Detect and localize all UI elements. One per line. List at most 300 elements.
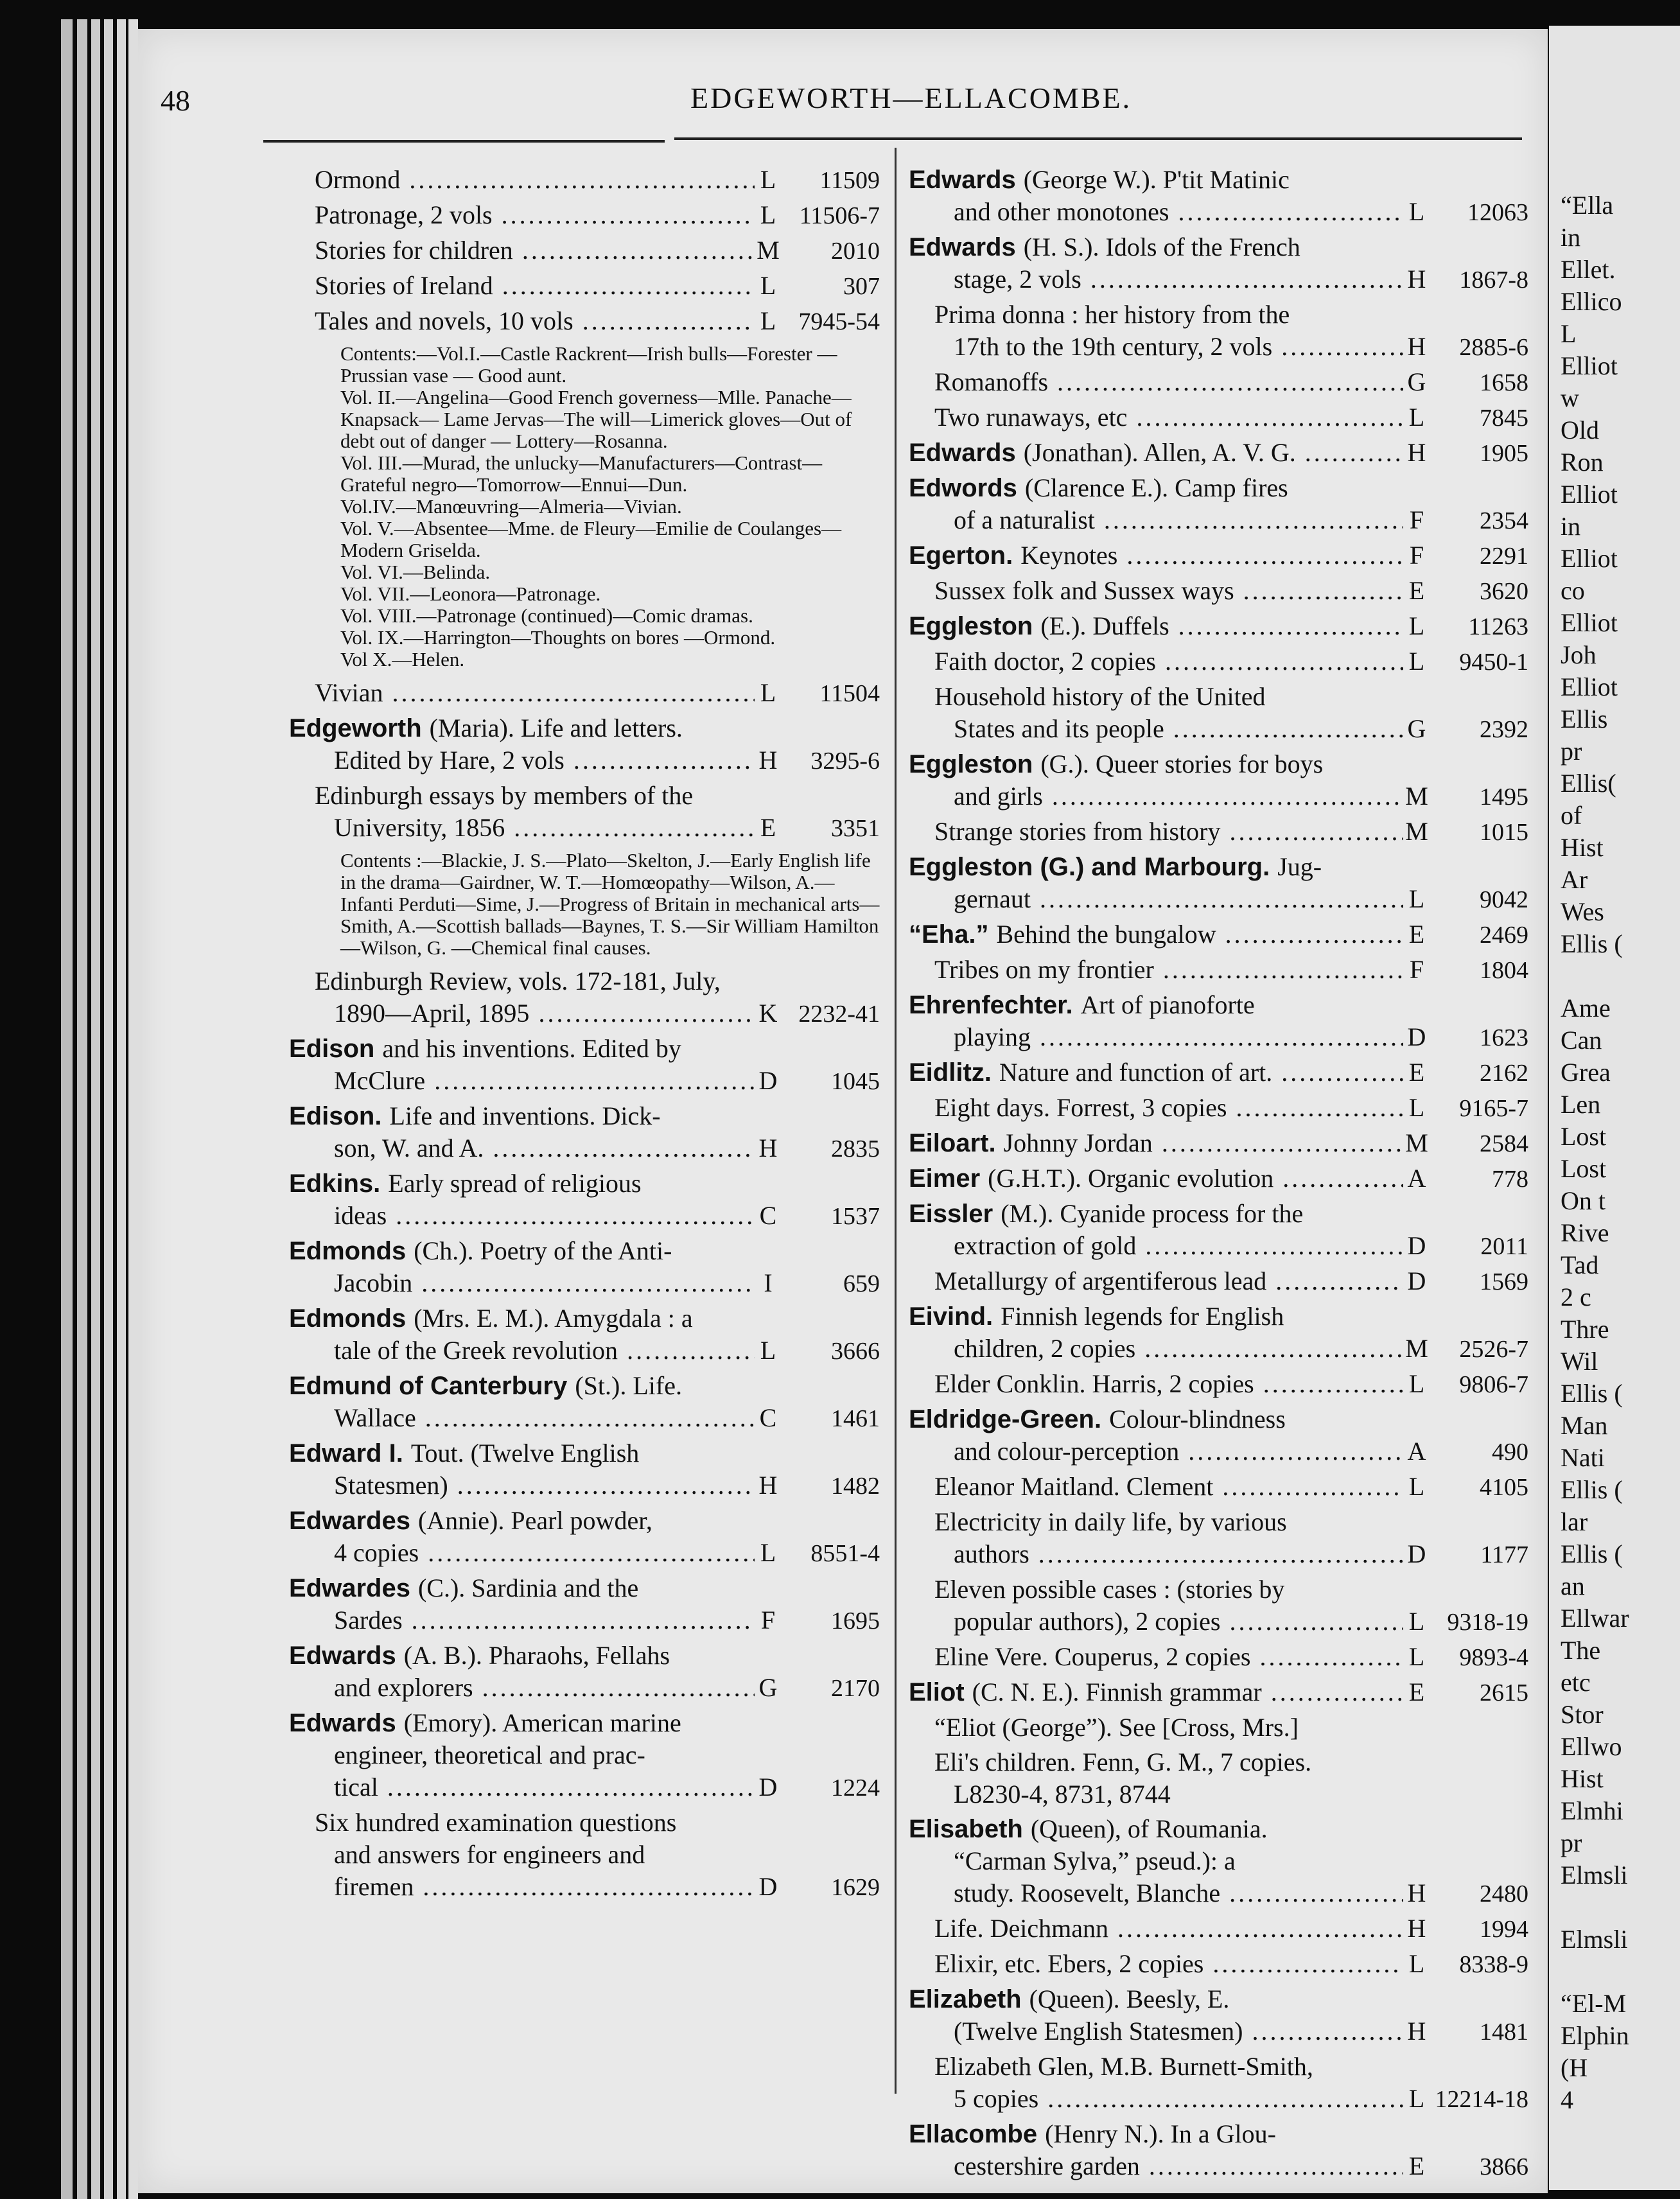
entry-title: Electricity in daily life, by various xyxy=(934,1507,1287,1536)
entry-title: engineer, theoretical and prac- xyxy=(334,1740,645,1769)
entry-number: 1015 xyxy=(1480,819,1528,846)
entry-title: Metallurgy of argentiferous lead ..... xyxy=(934,1265,1403,1297)
entry-class: H xyxy=(1407,1914,1426,1943)
catalog-entry xyxy=(289,164,880,197)
entry-line xyxy=(909,504,1528,537)
entry-class: K xyxy=(758,999,778,1028)
catalog-entry xyxy=(289,1370,880,1435)
catalog-entry xyxy=(909,1506,1528,1571)
entry-class: L xyxy=(1408,611,1425,640)
entry-number: 1537 xyxy=(831,1203,880,1230)
entry-title: authors ..... xyxy=(954,1538,1403,1570)
entry-line xyxy=(289,1672,880,1704)
entry-title: Life. Deichmann ..... xyxy=(934,1913,1403,1945)
entry-number: 2392 xyxy=(1480,716,1528,743)
entry-title: Edinburgh Review, vols. 172-181, July, xyxy=(315,967,721,995)
entry-class: E xyxy=(1408,2151,1425,2180)
entry-title: Eli's children. Fenn, G. M., 7 copies. xyxy=(934,1748,1312,1776)
catalog-entry xyxy=(909,1368,1528,1401)
entry-number: 9806-7 xyxy=(1459,1371,1528,1398)
entry-heading: Elisabeth xyxy=(909,1815,1023,1843)
entry-line xyxy=(289,164,880,197)
entry-line xyxy=(289,1267,880,1300)
contents-paragraph: Vol. VIII.—Patronage (continued)—Comic dramas. xyxy=(340,604,753,627)
entry-line xyxy=(909,1162,1528,1195)
entry-class: L xyxy=(1408,2084,1425,2113)
entry-class: L xyxy=(1408,1642,1425,1671)
catalog-entry xyxy=(289,305,880,338)
entry-title: Statesmen) ..... xyxy=(334,1469,755,1502)
catalog-entry xyxy=(909,851,1528,916)
entry-heading: Eggleston xyxy=(909,750,1033,778)
entry-title: University, 1856 ..... xyxy=(334,812,755,844)
entry-class: D xyxy=(758,1066,778,1095)
catalog-entry xyxy=(289,677,880,710)
entry-line xyxy=(909,231,1528,263)
entry-title: Eleven possible cases : (stories by xyxy=(934,1575,1285,1604)
entry-number: 1224 xyxy=(831,1774,880,1801)
entry-class: H xyxy=(758,1471,778,1500)
entry-class: L xyxy=(1408,197,1425,226)
catalog-entry xyxy=(289,234,880,267)
catalog-entry xyxy=(909,1198,1528,1263)
entry-class: D xyxy=(1407,1231,1426,1260)
entry-title: McClure ..... xyxy=(334,1065,755,1097)
entry-title: Sussex folk and Sussex ways ..... xyxy=(934,575,1403,607)
catalog-entry xyxy=(289,1100,880,1165)
entry-class: D xyxy=(758,1872,778,1901)
adjacent-page-fragments xyxy=(1561,189,1629,2116)
contents-note xyxy=(289,850,880,959)
entry-title: Jug- xyxy=(1277,852,1322,881)
catalog-entry xyxy=(909,2051,1528,2116)
entry-class: E xyxy=(1408,920,1425,949)
entry-heading: Edwards xyxy=(909,233,1016,261)
entry-title: Tales and novels, 10 vols ..... xyxy=(315,305,755,337)
entry-heading: Edward I. xyxy=(289,1439,403,1467)
entry-heading: Edison xyxy=(289,1035,375,1063)
entry-title: (Henry N.). In a Glou- xyxy=(1045,2119,1276,2148)
entry-number: 4105 xyxy=(1480,1474,1528,1501)
header-rule-right xyxy=(674,137,1522,140)
entry-title: (A. B.). Pharaohs, Fellahs xyxy=(403,1641,670,1670)
adjacent-page-fragment: Elliot xyxy=(1561,672,1618,701)
entry-title: (Queen), of Roumania. xyxy=(1030,1814,1268,1843)
page-number: 48 xyxy=(161,84,190,117)
entry-line xyxy=(909,780,1528,813)
adjacent-page-fragment: Nati xyxy=(1561,1443,1605,1472)
entry-title: study. Roosevelt, Blanche ..... xyxy=(954,1877,1403,1909)
entry-line xyxy=(289,677,880,710)
entry-number: 11509 xyxy=(819,167,880,194)
adjacent-page-fragment: Ellis ( xyxy=(1561,1475,1623,1504)
contents-paragraph: Vol. VI.—Belinda. xyxy=(340,561,491,583)
entry-title: (St.). Life. xyxy=(575,1371,682,1400)
adjacent-page-fragment: Rive xyxy=(1561,1218,1609,1247)
entry-heading: Edwards xyxy=(909,166,1016,194)
entry-title: Elixir, etc. Ebers, 2 copies ..... xyxy=(934,1948,1403,1980)
catalog-entry xyxy=(909,681,1528,746)
entry-heading: Eldridge-Green. xyxy=(909,1405,1102,1433)
catalog-entry xyxy=(909,437,1528,469)
entry-number: 2170 xyxy=(831,1675,880,1702)
adjacent-page-fragment: Tad xyxy=(1561,1250,1599,1279)
entry-class: E xyxy=(760,813,776,842)
entry-number: 1905 xyxy=(1480,440,1528,467)
adjacent-page-fragment: w xyxy=(1561,383,1579,412)
entry-title: and explorers ..... xyxy=(334,1672,755,1704)
contents-paragraph: Vol. IX.—Harrington—Thoughts on bores —Ormond. xyxy=(340,626,776,649)
adjacent-page-fragment: Ellis ( xyxy=(1561,929,1623,958)
entry-class: G xyxy=(758,1673,778,1702)
adjacent-page-fragment: pr xyxy=(1561,1828,1582,1857)
entry-class: H xyxy=(1407,265,1426,293)
adjacent-page-fragment: pr xyxy=(1561,737,1582,766)
adjacent-page-fragment: Hist xyxy=(1561,833,1604,862)
catalog-entry xyxy=(289,712,880,777)
adjacent-page-fragment: Lost xyxy=(1561,1122,1607,1151)
entry-title: “Eliot (George”). See [Cross, Mrs.] xyxy=(934,1713,1299,1742)
entry-class: I xyxy=(764,1268,773,1297)
entry-title: (E.). Duffels ..... xyxy=(1040,610,1403,642)
catalog-entry xyxy=(909,748,1528,813)
entry-line xyxy=(289,1402,880,1435)
entry-title: Six hundred examination questions xyxy=(315,1808,677,1837)
entry-class: G xyxy=(1407,714,1426,743)
entry-title: Wallace ..... xyxy=(334,1402,755,1434)
entry-heading: Eimer xyxy=(909,1164,981,1193)
adjacent-page-fragment: Old xyxy=(1561,416,1599,444)
catalog-entry xyxy=(909,1265,1528,1298)
adjacent-page-fragment: Ellis ( xyxy=(1561,1539,1623,1568)
entry-line xyxy=(909,2118,1528,2150)
entry-heading: Eiloart. xyxy=(909,1129,996,1157)
entry-line xyxy=(909,2051,1528,2083)
entry-title: Elder Conklin. Harris, 2 copies ..... xyxy=(934,1368,1403,1400)
entry-number: 1177 xyxy=(1480,1541,1528,1568)
entry-class: H xyxy=(758,1134,778,1162)
catalog-entry xyxy=(909,610,1528,643)
entry-number: 1623 xyxy=(1480,1024,1528,1051)
entry-title: (H. S.). Idols of the French xyxy=(1023,232,1300,261)
entry-title: Vivian ..... xyxy=(315,677,755,709)
entry-heading: Eggleston (G.) and Marbourg. xyxy=(909,853,1270,881)
entry-heading: Eggleston xyxy=(909,612,1033,640)
entry-line xyxy=(909,1746,1528,1778)
catalog-entry xyxy=(289,965,880,1030)
catalog-entry xyxy=(289,1235,880,1300)
entry-line xyxy=(289,1302,880,1335)
contents-paragraph: Contents:—Vol.I.—Castle Rackrent—Irish bulls—Forester — Prussian vase — Good aunt. xyxy=(340,342,837,387)
entry-number: 2011 xyxy=(1480,1233,1528,1260)
entry-number: 1045 xyxy=(831,1068,880,1095)
entry-title: 17th to the 19th century, 2 vols ..... xyxy=(954,331,1403,363)
catalog-entry xyxy=(289,1807,880,1904)
entries-column-right xyxy=(909,164,1528,2186)
entry-class: H xyxy=(1407,2017,1426,2046)
entry-line xyxy=(289,1132,880,1165)
catalog-entry xyxy=(289,199,880,232)
entry-title: Prima donna : her history from the xyxy=(934,300,1290,329)
catalog-entry xyxy=(909,1712,1528,1744)
entry-title: Tout. (Twelve English xyxy=(410,1439,640,1467)
entry-heading: Eissler xyxy=(909,1200,993,1228)
adjacent-page-fragment: Elliot xyxy=(1561,480,1618,509)
entry-line xyxy=(289,1370,880,1402)
entry-line xyxy=(289,1469,880,1502)
catalog-entry xyxy=(909,1813,1528,1910)
entry-number: 2469 xyxy=(1480,922,1528,949)
adjacent-page-fragment: in xyxy=(1561,512,1581,541)
entries-column-left xyxy=(289,164,880,1906)
entry-title: Edited by Hare, 2 vols ..... xyxy=(334,744,755,776)
entry-title: (Maria). Life and letters. xyxy=(429,714,683,742)
adjacent-page-edge xyxy=(1549,26,1680,2190)
adjacent-page-fragment: Ellis( xyxy=(1561,769,1616,798)
adjacent-page-fragment: Elmsli xyxy=(1561,1861,1628,1889)
entry-line xyxy=(289,199,880,232)
catalog-entry xyxy=(909,401,1528,434)
catalog-entry xyxy=(909,1403,1528,1468)
catalog-entry xyxy=(909,1746,1528,1810)
entry-title: Household history of the United xyxy=(934,682,1266,711)
entry-heading: Edmonds xyxy=(289,1304,407,1333)
entry-title: Life and inventions. Dick- xyxy=(389,1101,661,1130)
entry-title: (Jonathan). Allen, A. V. G. ..... xyxy=(1024,437,1403,469)
entry-number: 2480 xyxy=(1480,1880,1528,1907)
catalog-entry xyxy=(909,954,1528,986)
entry-number: 2584 xyxy=(1480,1130,1528,1157)
entry-number: 2885-6 xyxy=(1459,334,1528,361)
entry-number: 9893-4 xyxy=(1459,1644,1528,1671)
catalog-entry xyxy=(909,918,1528,951)
adjacent-page-fragment: Elmhi xyxy=(1561,1796,1623,1825)
entry-line xyxy=(289,1200,880,1232)
entry-title: 1890—April, 1895 ..... xyxy=(334,997,755,1029)
adjacent-page-fragment: Ellwo xyxy=(1561,1732,1622,1761)
adjacent-page-fragment: Elliot xyxy=(1561,608,1618,637)
entry-title: Early spread of religious xyxy=(388,1169,642,1198)
adjacent-page-fragment: co xyxy=(1561,576,1585,605)
entry-line xyxy=(909,883,1528,916)
entry-number: 7845 xyxy=(1480,405,1528,432)
entry-class: L xyxy=(760,306,776,335)
entry-line xyxy=(909,575,1528,608)
entry-class: G xyxy=(1407,367,1426,396)
entry-title: son, W. and A. ..... xyxy=(334,1132,755,1164)
entry-line xyxy=(909,713,1528,746)
entry-line xyxy=(909,1573,1528,1606)
page-edge-stack xyxy=(117,19,126,2199)
entry-class: L xyxy=(1408,884,1425,913)
entry-class: E xyxy=(1408,1058,1425,1087)
entry-line xyxy=(909,816,1528,848)
entry-title: Ormond ..... xyxy=(315,164,755,196)
entry-title: and colour-perception ..... xyxy=(954,1435,1403,1467)
adjacent-page-fragment: Hist xyxy=(1561,1764,1604,1793)
adjacent-page-fragment: Ellwar xyxy=(1561,1604,1629,1633)
catalog-entry xyxy=(289,1505,880,1570)
entry-class: L xyxy=(1408,1093,1425,1122)
entry-line xyxy=(909,1813,1528,1845)
adjacent-page-fragment: Elmsli xyxy=(1561,1925,1628,1954)
entry-number: 2615 xyxy=(1480,1679,1528,1706)
entry-line xyxy=(909,1506,1528,1538)
entry-title: playing ..... xyxy=(954,1021,1403,1053)
entry-line xyxy=(289,1168,880,1200)
entry-title: Eleanor Maitland. Clement ..... xyxy=(934,1471,1403,1503)
entry-title: (M.). Cyanide process for the xyxy=(1001,1199,1304,1228)
entry-number: 9450-1 xyxy=(1459,649,1528,676)
catalog-entry xyxy=(289,1302,880,1367)
catalog-entry xyxy=(909,2118,1528,2183)
adjacent-page-fragment: Ellis xyxy=(1561,705,1608,733)
entry-class: F xyxy=(760,1606,776,1634)
entry-class: M xyxy=(1405,782,1428,810)
entry-line xyxy=(909,1948,1528,1981)
catalog-entry xyxy=(909,231,1528,296)
adjacent-page-fragment xyxy=(1561,1891,1629,1923)
contents-note xyxy=(289,343,880,670)
entry-class: L xyxy=(1408,1369,1425,1398)
entry-class: L xyxy=(1408,403,1425,432)
entry-line xyxy=(909,1471,1528,1503)
entry-number: 11263 xyxy=(1468,613,1528,640)
entry-title: of a naturalist ..... xyxy=(954,504,1403,536)
entry-number: 1461 xyxy=(831,1405,880,1432)
entry-line xyxy=(289,1839,880,1871)
entry-title: (G.H.T.). Organic evolution ..... xyxy=(988,1162,1403,1195)
adjacent-page-fragment: 2 c xyxy=(1561,1283,1591,1311)
entry-line xyxy=(289,1572,880,1604)
adjacent-page-fragment: “El-M xyxy=(1561,1989,1627,2018)
entry-line xyxy=(909,954,1528,986)
entry-title: firemen ..... xyxy=(334,1871,755,1903)
entry-line xyxy=(909,164,1528,196)
entry-title: (Emory). American marine xyxy=(403,1708,681,1737)
entry-line xyxy=(909,1265,1528,1298)
entry-heading: Edwords xyxy=(909,474,1017,502)
catalog-entry xyxy=(289,270,880,302)
entry-class: L xyxy=(760,271,776,300)
adjacent-page-fragment: Thre xyxy=(1561,1315,1609,1344)
entry-title: and his inventions. Edited by xyxy=(382,1034,681,1063)
catalog-entry xyxy=(909,645,1528,678)
entry-class: L xyxy=(1408,1472,1425,1501)
entry-line xyxy=(909,401,1528,434)
entry-title: Colour-blindness xyxy=(1109,1405,1286,1433)
entry-title: States and its people ..... xyxy=(954,713,1403,745)
entry-line xyxy=(289,997,880,1030)
adjacent-page-fragment: Wes xyxy=(1561,897,1604,926)
entry-title: extraction of gold ..... xyxy=(954,1230,1403,1262)
entry-line xyxy=(909,645,1528,678)
entry-title: and other monotones ..... xyxy=(954,196,1403,228)
entry-class: D xyxy=(1407,1022,1426,1051)
entry-class: M xyxy=(1405,1334,1428,1363)
entry-title: (Annie). Pearl powder, xyxy=(417,1506,652,1535)
entry-line xyxy=(289,1235,880,1267)
entry-line xyxy=(909,681,1528,713)
contents-paragraph: Vol. V.—Absentee—Mme. de Fleury—Emilie de Coulanges—Modern Griselda. xyxy=(340,517,842,561)
entry-number: 1658 xyxy=(1480,369,1528,396)
catalog-entry xyxy=(909,366,1528,399)
page-edge-stack xyxy=(104,19,113,2199)
entry-heading: Edgeworth xyxy=(289,714,422,742)
contents-paragraph: Vol.IV.—Manœuvring—Almeria—Vivian. xyxy=(340,495,682,518)
entry-heading: Edkins. xyxy=(289,1170,381,1198)
entry-class: H xyxy=(1407,1879,1426,1907)
entry-title: Eline Vere. Couperus, 2 copies ..... xyxy=(934,1641,1403,1673)
entry-number: 12214-18 xyxy=(1435,2086,1528,2113)
entry-class: E xyxy=(1408,576,1425,605)
entry-class: C xyxy=(759,1201,777,1230)
entry-line xyxy=(909,1913,1528,1945)
entry-title: 4 copies ..... xyxy=(334,1537,755,1569)
adjacent-page-fragment: Can xyxy=(1561,1026,1602,1055)
catalog-entry xyxy=(289,1168,880,1232)
entry-title: Faith doctor, 2 copies ..... xyxy=(934,645,1403,678)
entry-line xyxy=(909,918,1528,951)
contents-paragraph: Vol. II.—Angelina—Good French governess—Mlle. Panache—Knapsack— Lame Jervas—The will—Limerick gloves—Out of debt out of danger — Lottery—Rosanna. xyxy=(340,386,852,452)
entry-line xyxy=(289,1537,880,1570)
entry-title: cestershire garden ..... xyxy=(954,2150,1403,2182)
entry-class: L xyxy=(1408,1949,1425,1978)
catalog-entry xyxy=(909,539,1528,572)
entry-line xyxy=(909,472,1528,504)
entry-line xyxy=(289,712,880,744)
entry-number: 3866 xyxy=(1480,2153,1528,2180)
entry-class: M xyxy=(1405,1128,1428,1157)
adjacent-page-fragment: Ellet. xyxy=(1561,255,1616,284)
entry-line xyxy=(289,1335,880,1367)
entry-line xyxy=(909,299,1528,331)
entry-class: A xyxy=(1407,1164,1426,1193)
adjacent-page-fragment: Ar xyxy=(1561,865,1588,894)
entry-heading: Edison. xyxy=(289,1102,382,1130)
contents-paragraph: Vol. III.—Murad, the unlucky—Manufacturers—Contrast—Grateful negro—Tomorrow—Ennui—Dun. xyxy=(340,451,823,496)
entry-line xyxy=(289,1065,880,1098)
catalog-entry xyxy=(909,164,1528,229)
entry-line xyxy=(909,1198,1528,1230)
entry-line xyxy=(909,1333,1528,1365)
entry-line xyxy=(289,1640,880,1672)
adjacent-page-fragment: 4 xyxy=(1561,2085,1573,2114)
running-head: EDGEWORTH—ELLACOMBE. xyxy=(690,82,1132,114)
entry-title: (Clarence E.). Camp fires xyxy=(1024,473,1288,502)
entry-class: M xyxy=(757,236,780,265)
catalog-entry xyxy=(909,1676,1528,1709)
entry-number: 3620 xyxy=(1480,578,1528,605)
adjacent-page-fragment: etc xyxy=(1561,1668,1591,1697)
entry-heading: Edmund of Canterbury xyxy=(289,1372,568,1400)
entry-line xyxy=(909,331,1528,364)
entry-number: 3351 xyxy=(831,815,880,842)
entry-number: 1994 xyxy=(1480,1916,1528,1943)
entry-line xyxy=(289,744,880,777)
entry-line xyxy=(289,1771,880,1804)
entry-title: “Carman Sylva,” pseud.): a xyxy=(954,1846,1236,1875)
entry-line xyxy=(909,2015,1528,2048)
entry-heading: Edwards xyxy=(909,439,1016,467)
entry-title: and girls ..... xyxy=(954,780,1403,812)
catalog-entry xyxy=(909,1913,1528,1945)
entry-class: F xyxy=(1409,955,1424,984)
entry-title: L8230-4, 8731, 8744 xyxy=(954,1780,1171,1809)
catalog-entry xyxy=(909,1056,1528,1089)
entry-heading: Edwards xyxy=(289,1709,396,1737)
entry-title: Romanoffs ..... xyxy=(934,366,1403,398)
